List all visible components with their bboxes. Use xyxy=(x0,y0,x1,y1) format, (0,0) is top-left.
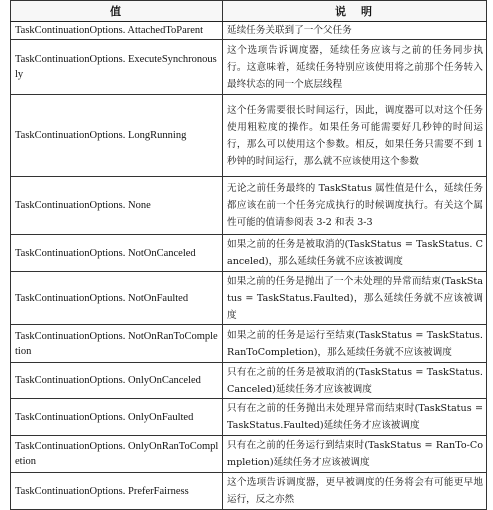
option-name: TaskContinuationOptions. NotOnCanceled xyxy=(11,235,223,272)
option-name: TaskContinuationOptions. NotOnFaulted xyxy=(11,272,223,325)
table-row xyxy=(11,399,487,436)
header-description: 说 明 xyxy=(223,1,487,22)
table-row xyxy=(11,325,487,363)
option-description: 只有在之前的任务运行到结束时(TaskStatus = RanTo-Completion)延续任务才应该被调度 xyxy=(223,436,487,473)
option-description: 无论之前任务最终的 TaskStatus 属性值是什么，延续任务都应该在前一个任务完成执行的时候调度执行。有关这个属性可能的值请参阅表 3-2 和表 3-3 xyxy=(223,177,487,235)
table-row xyxy=(11,473,487,510)
option-description: 只有在之前的任务是被取消的(TaskStatus = TaskStatus. Canceled)延续任务才应该被调度 xyxy=(223,363,487,399)
option-description: 这个选项告诉调度器，更早被调度的任务将会有可能更早地运行，反之亦然 xyxy=(223,473,487,510)
option-name: TaskContinuationOptions. LongRunning xyxy=(11,95,223,177)
option-name: TaskContinuationOptions. AttachedToParent xyxy=(11,22,223,40)
option-description: 如果之前的任务是运行至结束(TaskStatus = TaskStatus. RanToCompletion)，那么延续任务就不应该被调度 xyxy=(223,325,487,363)
option-name: TaskContinuationOptions. ExecuteSynchronously xyxy=(11,40,223,95)
table-row xyxy=(11,22,487,40)
table-row xyxy=(11,436,487,473)
header-value: 值 xyxy=(11,1,223,22)
table-row xyxy=(11,40,487,95)
table-row xyxy=(11,235,487,272)
option-name: TaskContinuationOptions. OnlyOnRanToCompletion xyxy=(11,436,223,473)
option-description: 如果之前的任务是被取消的(TaskStatus = TaskStatus. Canceled)，那么延续任务就不应该被调度 xyxy=(223,235,487,272)
option-name: TaskContinuationOptions. OnlyOnCanceled xyxy=(11,363,223,399)
option-name: TaskContinuationOptions. OnlyOnFaulted xyxy=(11,399,223,436)
option-name: TaskContinuationOptions. None xyxy=(11,177,223,235)
option-description: 这个任务需要很长时间运行，因此，调度器可以对这个任务使用粗粒度的操作。如果任务可能需要好几秒钟的时间运行，那么可以使用这个参数。相反，如果任务只需要不到 1 秒钟的时间运行，那么就不应该使用这个参数 xyxy=(223,95,487,177)
option-description: 这个选项告诉调度器，延续任务应该与之前的任务同步执行。这意味着，延续任务特别应该使用将之前那个任务转入最终状态的同一个底层线程 xyxy=(223,40,487,95)
option-description: 如果之前的任务是抛出了一个未处理的异常而结束(TaskStatus = TaskStatus.Faulted)，那么延续任务就不应该被调度 xyxy=(223,272,487,325)
table-row xyxy=(11,177,487,235)
option-description: 延续任务关联到了一个父任务 xyxy=(223,22,487,40)
options-table-page xyxy=(10,0,486,505)
task-continuation-options-table xyxy=(10,0,487,510)
table-header-row xyxy=(11,1,487,22)
table-row xyxy=(11,95,487,177)
table-row xyxy=(11,363,487,399)
option-description: 只有在之前的任务抛出未处理异常而结束时(TaskStatus = TaskStatus.Faulted)延续任务才应该被调度 xyxy=(223,399,487,436)
option-name: TaskContinuationOptions. PreferFairness xyxy=(11,473,223,510)
table-row xyxy=(11,272,487,325)
option-name: TaskContinuationOptions. NotOnRanToCompletion xyxy=(11,325,223,363)
